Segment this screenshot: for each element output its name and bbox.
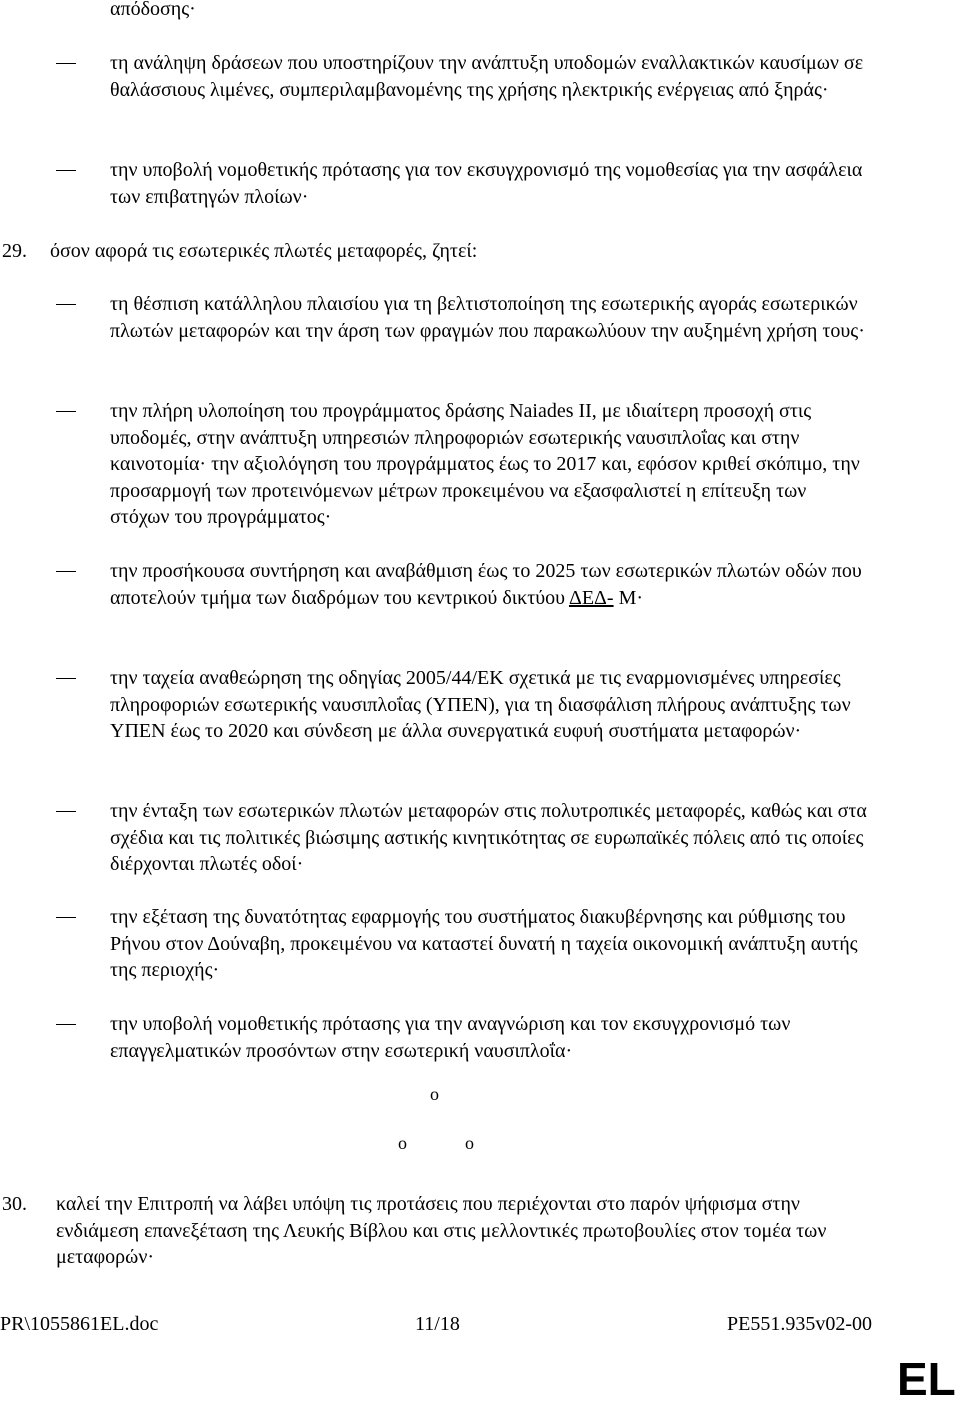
- dash-bullet-icon: [56, 304, 76, 305]
- bullet-text-main: την προσήκουσα συντήρηση και αναβάθμιση έως το 2025 των εσωτερικών πλωτών οδών που αποτελούν τμήμα των διαδρόμων του κεντρικού δικτύου: [110, 560, 862, 609]
- bullet-text: τη ανάληψη δράσεων που υποστηρίζουν την ανάπτυξη υποδομών εναλλακτικών καυσίμων σε θαλάσσιους λιμένες, συμπεριλαμβανομένης της χρήσης ηλεκτρικής ενέργειας από ξηράς·: [110, 52, 864, 101]
- dash-bullet-icon: [56, 811, 76, 812]
- dash-bullet-icon: [56, 63, 76, 64]
- bullet-text: την ταχεία αναθεώρηση της οδηγίας 2005/44/ΕΚ σχετικά με τις εναρμονισμένες υπηρεσίες πληροφοριών εσωτερικής ναυσιπλοΐας (ΥΠΕΝ), για τη διασφάλιση πλήρους ανάπτυξης των ΥΠΕΝ έως το 2020 και σύνδεση με άλλα συνεργατικά ευφυή συστήματα μεταφορών·: [110, 667, 851, 742]
- separator-mark-top: o: [430, 1084, 439, 1104]
- bullet-text: την εξέταση της δυνατότητας εφαρμογής του συστήματος διακυβέρνησης και ρύθμισης του Ρήνου στον Δούναβη, προκειμένου να καταστεί δυνατή η ταχεία οικονομική ανάπτυξη αυτής της περιοχής·: [110, 906, 858, 981]
- dash-bullet-icon: [56, 170, 76, 171]
- paragraph-text: όσον αφορά τις εσωτερικές πλωτές μεταφορές, ζητεί:: [50, 240, 478, 262]
- continued-text-fragment: απόδοσης·: [110, 0, 196, 20]
- dash-bullet-icon: [56, 571, 76, 572]
- dash-bullet-icon: [56, 411, 76, 412]
- bullet-text: [110, 558, 870, 611]
- bullet-text: την υποβολή νομοθετικής πρότασης για τον εκσυγχρονισμό της νομοθεσίας για την ασφάλεια των επιβατηγών πλοίων·: [110, 159, 863, 208]
- bullet-text-tail: Μ·: [618, 586, 644, 609]
- separator-mark-right: o: [465, 1133, 474, 1153]
- paragraph-number: 29.: [2, 240, 27, 262]
- language-badge: EL: [897, 1353, 956, 1405]
- bullet-text: την υποβολή νομοθετικής πρότασης για την αναγνώριση και τον εκσυγχρονισμό των επαγγελματικών προσόντων στην εσωτερική ναυσιπλοΐα·: [110, 1013, 791, 1062]
- footer-filename: PR\1055861EL.doc: [0, 1313, 159, 1335]
- tent-m-abbreviation: ΔΕΔ-: [568, 586, 614, 609]
- bullet-text: τη θέσπιση κατάλληλου πλαισίου για τη βελτιστοποίηση της εσωτερικής αγοράς εσωτερικών πλωτών μεταφορών και την άρση των φραγμών που παρακωλύουν την αυξημένη χρήση τους·: [110, 293, 865, 342]
- dash-bullet-icon: [56, 917, 76, 918]
- footer-reference: PE551.935v02-00: [727, 1313, 872, 1335]
- bullet-text: την ένταξη των εσωτερικών πλωτών μεταφορών στις πολυτροπικές μεταφορές, καθώς και στα σχέδια και τις πολιτικές βιώσιμης αστικής κινητικότητας σε ευρωπαϊκές πόλεις από τις οποίες διέρχονται πλωτές οδοί·: [110, 800, 867, 875]
- bullet-text: την πλήρη υλοποίηση του προγράμματος δράσης Naiades II, με ιδιαίτερη προσοχή στις υποδομές, στην ανάπτυξη υπηρεσιών πληροφοριών εσωτερικής ναυσιπλοΐας και στην καινοτομία· την αξιολόγηση του προγράμματος έως το 2017 και, εφόσον κριθεί σκόπιμο, την προσαρμογή των προτεινόμενων μέτρων προκειμένου να εξασφαλιστεί η επίτευξη των στόχων του προγράμματος·: [110, 400, 860, 528]
- paragraph-text: καλεί την Επιτροπή να λάβει υπόψη τις προτάσεις που περιέχονται στο παρόν ψήφισμα στην ενδιάμεση επανεξέταση της Λευκής Βίβλου και στις μελλοντικές πρωτοβουλίες στον τομέα των μεταφορών·: [56, 1193, 827, 1268]
- dash-bullet-icon: [56, 678, 76, 679]
- dash-bullet-icon: [56, 1024, 76, 1025]
- paragraph-number: 30.: [2, 1193, 27, 1215]
- footer-page-number: 11/18: [415, 1313, 460, 1335]
- separator-mark-left: o: [398, 1133, 407, 1153]
